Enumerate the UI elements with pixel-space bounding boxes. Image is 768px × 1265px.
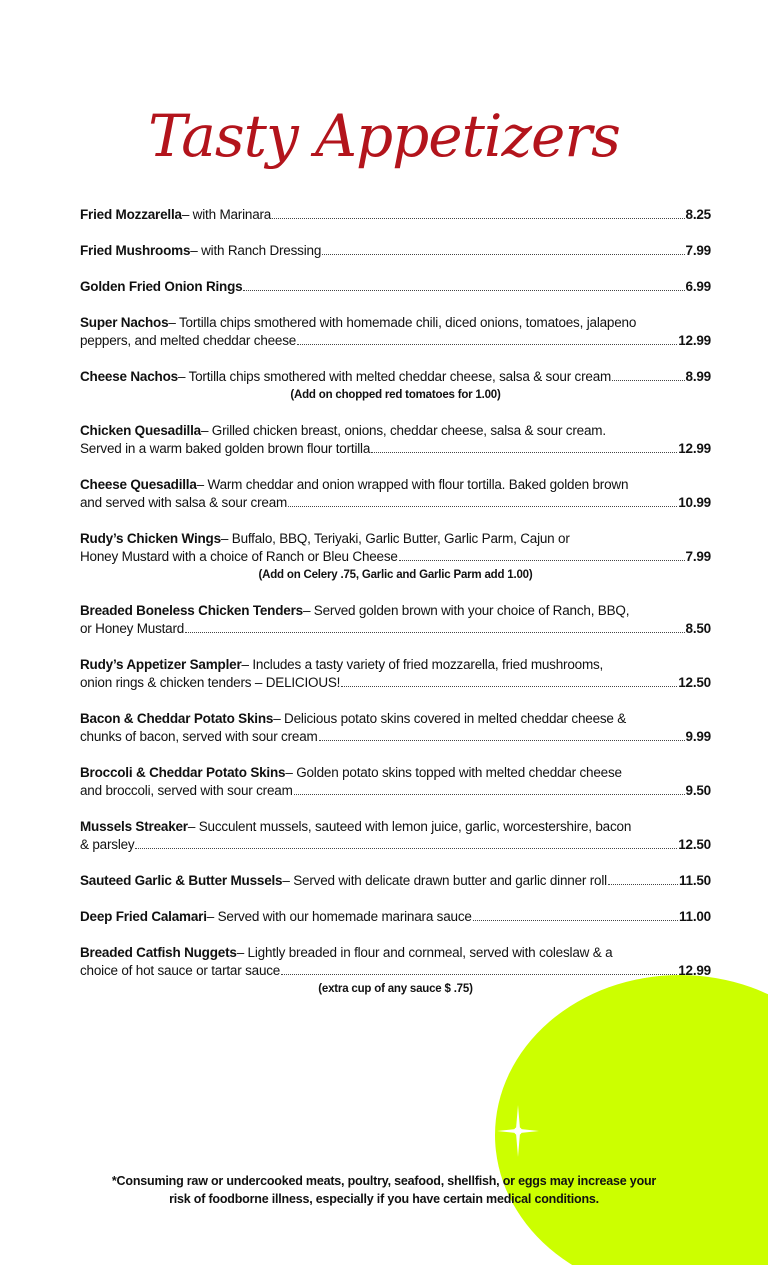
item-description-continued: onion rings & chicken tenders – DELICIOUS! xyxy=(80,675,341,690)
item-line xyxy=(80,818,711,836)
menu-item xyxy=(80,206,711,224)
warning-line-2: risk of foodborne illness, especially if you have certain medical conditions. xyxy=(169,1192,599,1206)
item-description-continued: peppers, and melted cheddar cheese xyxy=(80,333,297,348)
item-line xyxy=(80,476,711,494)
item-note: (Add on Celery .75, Garlic and Garlic Parm add 1.00) xyxy=(258,569,533,581)
dot-leader xyxy=(322,254,684,255)
page-title: Tasty Appetizers xyxy=(148,102,620,170)
item-line xyxy=(80,530,711,548)
item-line xyxy=(80,710,711,728)
item-price: 10.99 xyxy=(678,495,711,510)
item-name: Breaded Catfish Nuggets xyxy=(80,945,237,960)
food-safety-warning xyxy=(0,1172,768,1208)
item-description: – Warm cheddar and onion wrapped with flour tortilla. Baked golden brown xyxy=(196,477,629,492)
item-price: 11.00 xyxy=(678,909,711,924)
dot-leader xyxy=(288,506,677,507)
menu-item xyxy=(80,818,711,854)
item-line xyxy=(80,278,711,296)
item-name: Rudy’s Chicken Wings xyxy=(80,531,221,546)
item-line xyxy=(80,494,711,512)
item-description: – Golden potato skins topped with melted cheddar cheese xyxy=(285,765,622,780)
item-name: Rudy’s Appetizer Sampler xyxy=(80,657,242,672)
item-price: 12.99 xyxy=(678,333,711,348)
item-line xyxy=(80,422,711,440)
item-line xyxy=(80,656,711,674)
item-line xyxy=(80,674,711,692)
menu-item xyxy=(80,278,711,296)
item-description-continued: chunks of bacon, served with sour cream xyxy=(80,729,318,744)
item-price: 9.50 xyxy=(685,783,711,798)
item-name: Bacon & Cheddar Potato Skins xyxy=(80,711,274,726)
dot-leader xyxy=(243,290,684,291)
dot-leader xyxy=(371,452,677,453)
item-name: Cheese Nachos xyxy=(80,369,178,384)
item-description-continued: and broccoli, served with sour cream xyxy=(80,783,293,798)
item-description: – Includes a tasty variety of fried mozzarella, fried mushrooms, xyxy=(241,657,604,672)
item-price: 7.99 xyxy=(685,243,711,258)
item-price: 11.50 xyxy=(678,873,711,888)
dot-leader xyxy=(281,974,677,975)
item-description: – Succulent mussels, sauteed with lemon juice, garlic, worcestershire, bacon xyxy=(187,819,632,834)
item-description: – Served with delicate drawn butter and garlic dinner roll xyxy=(282,873,607,888)
item-name: Sauteed Garlic & Butter Mussels xyxy=(80,873,283,888)
menu-item xyxy=(80,656,711,692)
item-note: (Add on chopped red tomatoes for 1.00) xyxy=(290,389,501,401)
sparkle-icon xyxy=(497,1105,539,1157)
item-name: Super Nachos xyxy=(80,315,169,330)
item-description: – Grilled chicken breast, onions, cheddar cheese, salsa & sour cream. xyxy=(200,423,606,438)
item-description: – Tortilla chips smothered with melted cheddar cheese, salsa & sour cream xyxy=(177,369,612,384)
item-line xyxy=(80,368,711,386)
item-name: Chicken Quesadilla xyxy=(80,423,201,438)
item-line xyxy=(80,836,711,854)
dot-leader xyxy=(297,344,677,345)
dot-leader xyxy=(135,848,677,849)
item-line xyxy=(80,728,711,746)
item-price: 8.99 xyxy=(685,369,711,384)
dot-leader xyxy=(399,560,685,561)
warning-line-1: *Consuming raw or undercooked meats, poultry, seafood, shellfish, or eggs may increase your xyxy=(111,1174,657,1188)
item-line xyxy=(80,242,711,260)
menu-item xyxy=(80,242,711,260)
item-name: Golden Fried Onion Rings xyxy=(80,279,243,294)
item-price: 8.50 xyxy=(685,621,711,636)
item-line xyxy=(80,332,711,350)
dot-leader xyxy=(473,920,678,921)
menu-item xyxy=(80,476,711,512)
item-note: (extra cup of any sauce $ .75) xyxy=(318,983,473,995)
menu-item xyxy=(80,602,711,638)
item-description-continued: choice of hot sauce or tartar sauce xyxy=(80,963,281,978)
dot-leader xyxy=(608,884,678,885)
item-name: Fried Mushrooms xyxy=(80,243,191,258)
menu-item xyxy=(80,764,711,800)
item-line xyxy=(80,548,711,566)
menu-item xyxy=(80,908,711,926)
dot-leader xyxy=(319,740,685,741)
item-price: 12.50 xyxy=(678,675,711,690)
item-price: 6.99 xyxy=(685,279,711,294)
item-description: – with Marinara xyxy=(181,207,272,222)
item-description-continued: Served in a warm baked golden brown flour tortilla xyxy=(80,441,371,456)
item-price: 12.99 xyxy=(678,963,711,978)
item-line xyxy=(80,908,711,926)
appetizer-list xyxy=(80,206,711,1016)
item-line xyxy=(80,314,711,332)
item-description: – Tortilla chips smothered with homemade chili, diced onions, tomatoes, jalapeno xyxy=(168,315,637,330)
item-line xyxy=(80,440,711,458)
menu-item xyxy=(80,872,711,890)
item-line xyxy=(80,620,711,638)
item-line xyxy=(80,962,711,980)
item-price: 8.25 xyxy=(685,207,711,222)
item-price: 9.99 xyxy=(685,729,711,744)
menu-item xyxy=(80,314,711,350)
item-description: – Lightly breaded in flour and cornmeal, served with coleslaw & a xyxy=(236,945,613,960)
dot-leader xyxy=(272,218,684,219)
item-name: Broccoli & Cheddar Potato Skins xyxy=(80,765,286,780)
menu-item xyxy=(80,944,711,998)
item-line xyxy=(80,764,711,782)
item-description: – Buffalo, BBQ, Teriyaki, Garlic Butter, Garlic Parm, Cajun or xyxy=(220,531,570,546)
item-line xyxy=(80,602,711,620)
item-price: 12.50 xyxy=(678,837,711,852)
item-description: – with Ranch Dressing xyxy=(190,243,322,258)
dot-leader xyxy=(341,686,677,687)
dot-leader xyxy=(294,794,685,795)
item-name: Fried Mozzarella xyxy=(80,207,182,222)
menu-item xyxy=(80,368,711,404)
menu-item xyxy=(80,530,711,584)
item-line xyxy=(80,206,711,224)
menu-item xyxy=(80,710,711,746)
item-price: 12.99 xyxy=(678,441,711,456)
item-line xyxy=(80,782,711,800)
item-name: Cheese Quesadilla xyxy=(80,477,197,492)
item-name: Mussels Streaker xyxy=(80,819,188,834)
item-price: 7.99 xyxy=(685,549,711,564)
item-description: – Served golden brown with your choice of Ranch, BBQ, xyxy=(302,603,630,618)
item-name: Breaded Boneless Chicken Tenders xyxy=(80,603,303,618)
item-description-continued: and served with salsa & sour cream xyxy=(80,495,288,510)
item-line xyxy=(80,944,711,962)
item-description: – Served with our homemade marinara sauce xyxy=(206,909,472,924)
dot-leader xyxy=(185,632,684,633)
item-description-continued: & parsley xyxy=(80,837,135,852)
item-description-continued: Honey Mustard with a choice of Ranch or Bleu Cheese xyxy=(80,549,398,564)
item-description-continued: or Honey Mustard xyxy=(80,621,185,636)
item-name: Deep Fried Calamari xyxy=(80,909,207,924)
dot-leader xyxy=(612,380,684,381)
menu-item xyxy=(80,422,711,458)
item-description: – Delicious potato skins covered in melted cheddar cheese & xyxy=(273,711,627,726)
item-line xyxy=(80,872,711,890)
